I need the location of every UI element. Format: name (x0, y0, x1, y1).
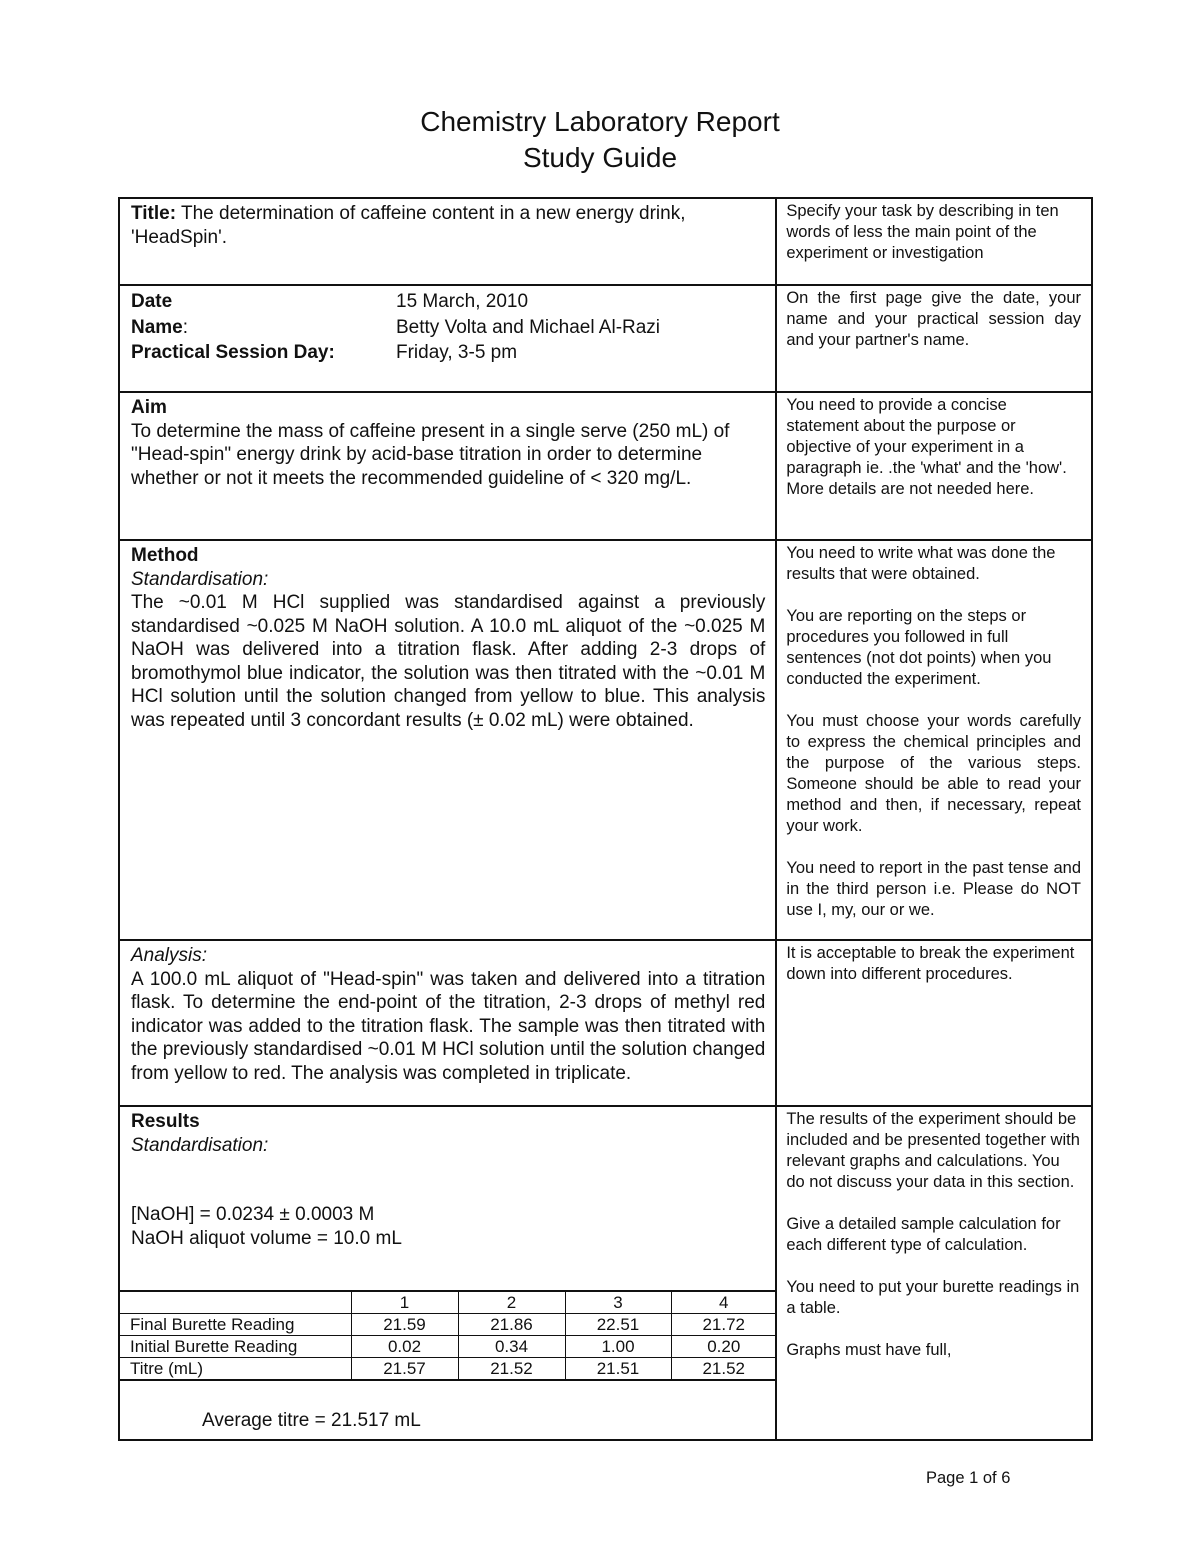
report-title: Chemistry Laboratory Report (420, 106, 780, 137)
burette-table (120, 1290, 776, 1381)
burette-row (120, 1358, 776, 1381)
naoh-concentration: [NaOH] = 0.0234 ± 0.0003 M (131, 1204, 375, 1225)
title-guide-cell (776, 198, 1092, 285)
burette-header-cell: 2 (458, 1291, 565, 1314)
name-label-colon: : (182, 316, 189, 338)
burette-row (120, 1314, 776, 1336)
burette-row-label: Initial Burette Reading (120, 1336, 351, 1358)
analysis-row (119, 940, 1092, 1106)
date-value: 15 March, 2010 (396, 291, 529, 312)
results-subheading: Standardisation: (131, 1134, 269, 1156)
analysis-subheading: Analysis: (131, 945, 208, 966)
aim-guide-cell (776, 392, 1092, 540)
analysis-guide: It is acceptable to break the experiment down into different procedures. (786, 944, 1075, 983)
method-guide-2: You are reporting on the steps or procedures you followed in full sentences (not dot points) when you conducted the experiment. (786, 607, 1052, 688)
info-row (119, 285, 1092, 392)
results-guide-3: You need to put your burette readings in a table. (786, 1278, 1080, 1317)
method-text: The ~0.01 M HCl supplied was standardised against a previously standardised ~0.025 M NaOH solution. A 10.0 mL aliquot of the ~0.025 M NaOH was delivered into a titration flask. After adding 2-3 drops of bromothymol blue indicator, the solution was then titrated with the ~0.01 M HCl solution until the solution changed from yellow to blue. This analysis was repeated until 3 concordant results (± 0.02 mL) were obtained. (131, 592, 766, 731)
session-value: Friday, 3-5 pm (396, 342, 518, 363)
method-guide-cell (776, 540, 1092, 940)
burette-cell: 22.51 (565, 1314, 671, 1336)
burette-header-cell: 1 (351, 1291, 458, 1314)
results-cell (119, 1106, 776, 1440)
naoh-aliquot: NaOH aliquot volume = 10.0 mL (131, 1227, 402, 1249)
name-label-text: Name (131, 316, 183, 338)
results-heading: Results (131, 1111, 200, 1132)
burette-cell: 1.00 (565, 1336, 671, 1358)
method-guide-3: You must choose your words carefully to express the chemical principles and the purpose of the various steps. Someone should be able to read your method and then, if necessary, repeat your work. (786, 712, 1081, 835)
results-guide-4: Graphs must have full, (786, 1341, 952, 1359)
method-heading: Method (131, 545, 199, 566)
method-subheading: Standardisation: (131, 568, 269, 590)
burette-cell: 0.20 (671, 1336, 776, 1358)
burette-cell: 0.34 (458, 1336, 565, 1358)
analysis-text: A 100.0 mL aliquot of "Head-spin" was taken and delivered into a titration flask. To determine the end-point of the titration, 2-3 drops of methyl red indicator was added to the titration flask. The sample was then titrated with the previously standardised ~0.01 M HCl solution until the solution changed from yellow to red. The analysis was completed in triplicate. (131, 968, 766, 1084)
burette-header-cell (120, 1291, 351, 1314)
name-label (131, 315, 396, 341)
date-label: Date (131, 291, 173, 312)
burette-row-label: Final Burette Reading (120, 1314, 351, 1336)
burette-cell: 21.51 (565, 1358, 671, 1381)
aim-guide: You need to provide a concise statement about the purpose or objective of your experiment in a paragraph ie. .the 'what' and the 'how'. More details are not needed here. (786, 396, 1067, 498)
aim-heading: Aim (131, 397, 167, 418)
title-cell (119, 198, 776, 285)
burette-header-cell: 4 (671, 1291, 776, 1314)
method-cell (119, 540, 776, 940)
title-text: The determination of caffeine content in a new energy drink, 'HeadSpin'. (131, 203, 686, 248)
burette-cell: 0.02 (351, 1336, 458, 1358)
burette-cell: 21.72 (671, 1314, 776, 1336)
aim-text: To determine the mass of caffeine present in a single serve (250 mL) of "Head-spin" energy drink by acid-base titration in order to determine whether or not it meets the recommended guideline of < 320 mg/L. (131, 420, 730, 489)
burette-row-label: Titre (mL) (120, 1358, 351, 1381)
analysis-cell (119, 940, 776, 1106)
aim-row (119, 392, 1092, 540)
title-label: Title: (131, 203, 177, 224)
method-guide-1: You need to write what was done the results that were obtained. (786, 544, 1056, 583)
page-number: Page 1 of 6 (926, 1469, 1011, 1487)
info-cell (119, 285, 776, 392)
burette-cell: 21.52 (458, 1358, 565, 1381)
results-guide-cell (776, 1106, 1092, 1440)
report-table (118, 197, 1093, 1441)
average-titre: Average titre = 21.517 mL (202, 1410, 421, 1431)
burette-cell: 21.57 (351, 1358, 458, 1381)
title-row (119, 198, 1092, 285)
title-guide: Specify your task by describing in ten words of less the main point of the experiment or investigation (786, 202, 1059, 262)
info-guide: On the first page give the date, your name and your practical session day and your partner's name. (786, 289, 1081, 349)
aim-cell (119, 392, 776, 540)
results-guide-1: The results of the experiment should be included and be presented together with relevant graphs and calculations. You do not discuss your data in this section. (786, 1110, 1080, 1191)
name-value: Betty Volta and Michael Al-Razi (396, 316, 661, 338)
analysis-guide-cell (776, 940, 1092, 1106)
info-guide-cell (776, 285, 1092, 392)
session-label: Practical Session Day: (131, 342, 335, 363)
burette-header-cell: 3 (565, 1291, 671, 1314)
burette-cell: 21.59 (351, 1314, 458, 1336)
report-subtitle: Study Guide (522, 142, 678, 173)
method-row (119, 540, 1092, 940)
burette-cell: 21.86 (458, 1314, 565, 1336)
burette-row (120, 1336, 776, 1358)
burette-cell: 21.52 (671, 1358, 776, 1381)
results-row (119, 1106, 1092, 1440)
burette-header-row (120, 1291, 776, 1314)
results-guide-2: Give a detailed sample calculation for each different type of calculation. (786, 1215, 1061, 1254)
method-guide-4: You need to report in the past tense and in the third person i.e. Please do NOT use I, my, our or we. (786, 859, 1081, 919)
